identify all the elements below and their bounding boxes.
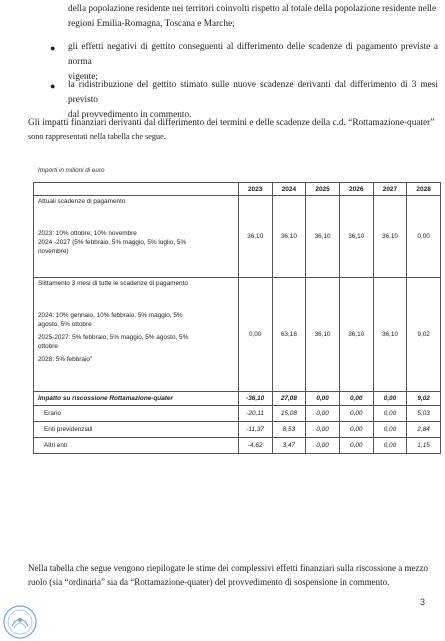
financial-table: [33, 182, 441, 454]
cell-value: 0,00: [339, 422, 373, 438]
header-empty: [34, 183, 239, 196]
cell-value: 36,10: [373, 278, 407, 392]
cell-value: -11,37: [238, 422, 272, 438]
row-detail: agosto, 5% ottobre: [38, 321, 92, 328]
page-number: 3: [419, 597, 425, 607]
header-year: 2024: [272, 183, 306, 196]
table-row: [34, 422, 441, 438]
cell-value: 5,03: [407, 406, 441, 422]
table-row: [34, 278, 441, 392]
cell-value: -36,10: [238, 392, 272, 406]
cell-value: 15,08: [272, 406, 306, 422]
cell-value: 0,00: [339, 392, 373, 406]
cell-value: -20,11: [238, 406, 272, 422]
table-row: [34, 438, 441, 454]
cell-value: 0,00: [373, 438, 407, 454]
row-label: [34, 278, 239, 392]
row-detail: 2025-2027: 5% febbraio, 5% maggio, 5% agosto, 5%: [38, 334, 189, 341]
row-detail: ottobre: [38, 343, 58, 350]
institution-seal-icon: [2, 604, 38, 640]
cell-value: 8,53: [272, 422, 306, 438]
header-year: 2025: [306, 183, 340, 196]
text-line: dal provvedimento in commento.: [68, 110, 192, 120]
cell-value: 9,02: [407, 392, 441, 406]
cell-value: 0,00: [373, 392, 407, 406]
cell-value: 0,00: [373, 422, 407, 438]
cell-value: 36,10: [339, 278, 373, 392]
row-label: Erario: [34, 406, 239, 422]
row-label: Impatto su riscossione Rottamazione-quater: [34, 392, 239, 406]
row-detail: 2024 -2027 (5% febbraio, 5% maggio, 5% luglio, 5%: [38, 239, 187, 246]
cell-value: 9,02: [407, 278, 441, 392]
cell-value: 36,10: [373, 196, 407, 278]
intro-paragraph: [28, 116, 440, 144]
header-year: 2028: [407, 183, 441, 196]
header-year: 2027: [373, 183, 407, 196]
cell-value: 0,00: [306, 438, 340, 454]
cell-value: 0,00: [373, 406, 407, 422]
row-title: Attuali scadenze di pagamento: [38, 198, 126, 205]
cell-value: 0,00: [238, 278, 272, 392]
row-detail: novembre): [38, 248, 69, 255]
text-line: sono rappresentati nella tabella che segue.: [28, 132, 166, 141]
cell-value: -4,62: [238, 438, 272, 454]
cell-value: 0,00: [306, 406, 340, 422]
row-detail: 2023: 10% ottobre; 10% novembre: [38, 230, 137, 237]
text-line: Nella tabella che segue vengono riepilogate le stime dei complessivi effetti finanziari sulla riscossione a mezzo: [28, 563, 428, 573]
row-detail: 2024: 10% gennaio, 10% febbraio, 5% maggio, 5%: [38, 312, 183, 319]
cell-value: 0,00: [339, 438, 373, 454]
text-line: vigente;: [68, 72, 98, 82]
cell-value: 1,15: [407, 438, 441, 454]
row-label: Altri enti: [34, 438, 239, 454]
row-detail: 2028: 5% febbraio": [38, 356, 93, 363]
table-row: [34, 406, 441, 422]
row-label: Enti previdenziali: [34, 422, 239, 438]
cell-value: 0,00: [407, 196, 441, 278]
text-line: regioni Emilia-Romagna, Toscana e Marche;: [68, 19, 235, 29]
cell-value: 27,08: [272, 392, 306, 406]
cell-value: 0,00: [306, 422, 340, 438]
row-label: [34, 196, 239, 278]
bullet-continuation: [68, 2, 438, 32]
cell-value: 3,47: [272, 438, 306, 454]
cell-value: 2,84: [407, 422, 441, 438]
cell-value: 36,10: [238, 196, 272, 278]
header-year: 2023: [238, 183, 272, 196]
table-caption: Importi in milioni di euro: [38, 167, 105, 174]
bullet-icon: ●: [50, 43, 56, 53]
cell-value: 36,10: [272, 196, 306, 278]
text-line: la ridistribuzione del gettito stimato sulle nuove scadenze derivanti dal differimento di 3 mesi previsto: [68, 80, 438, 105]
cell-value: 36,10: [339, 196, 373, 278]
bullet-icon: ●: [50, 81, 56, 91]
text-line: Gli impatti finanziari derivanti dal differimento dei termini e delle scadenze della c.d. “Rottamazione-quater”: [28, 118, 435, 128]
cell-value: 0,00: [306, 392, 340, 406]
cell-value: 0,00: [339, 406, 373, 422]
cell-value: 36,10: [306, 196, 340, 278]
cell-value: 36,10: [306, 278, 340, 392]
text-line: della popolazione residente nei territori coinvolti rispetto al totale della popolazione residente nelle: [68, 4, 437, 14]
row-title: Slittamento 3 mesi di tutte le scadenze di pagamento: [38, 280, 188, 287]
text-line: ruolo (sia “ordinaria” sia da “Rottamazione-quater) del provvedimento di sospensione in commento.: [28, 577, 390, 587]
table-row-total: [34, 392, 441, 406]
table-row: [34, 196, 441, 278]
cell-value: 63,18: [272, 278, 306, 392]
table-header-row: [34, 183, 441, 196]
text-line: gli effetti negativi di gettito conseguenti al differimento delle scadenze di pagamento previste a norma: [68, 42, 438, 67]
closing-paragraph: [28, 561, 440, 589]
header-year: 2026: [339, 183, 373, 196]
